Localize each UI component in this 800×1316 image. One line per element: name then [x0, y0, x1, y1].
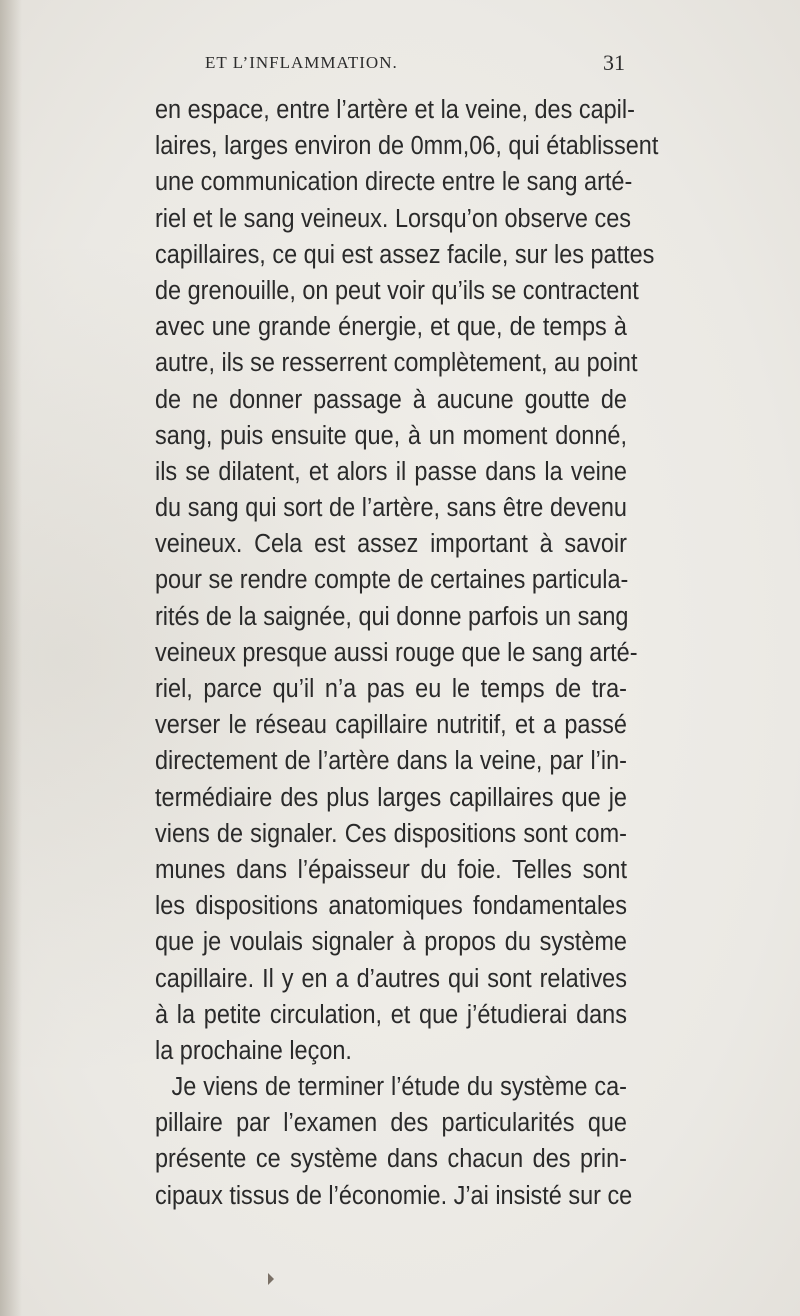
- binding-shadow: [0, 0, 22, 1316]
- text-line: pillaire par l’examen des particularités que: [155, 1109, 627, 1138]
- text-line: riel, parce qu’il n’a pas eu le temps de tra-: [155, 675, 627, 703]
- text-line: directement de l’artère dans la veine, par l’in-: [155, 747, 627, 776]
- print-speck: [268, 1273, 274, 1285]
- text-line: riel et le sang veineux. Lorsqu’on observe ces: [155, 204, 631, 233]
- page-number: 31: [603, 50, 625, 75]
- text-line: que je voulais signaler à propos du système: [155, 928, 627, 957]
- text-line: ils se dilatent, et alors il passe dans la veine: [155, 457, 627, 486]
- text-line: de ne donner passage à aucune goutte de: [155, 385, 627, 414]
- text-line: du sang qui sort de l’artère, sans être devenu: [155, 494, 627, 523]
- text-line: une communication directe entre le sang arté-: [155, 168, 633, 197]
- text-line: rités de la saignée, qui donne parfois un sang: [155, 602, 629, 631]
- text-line: présente ce système dans chacun des prin-: [155, 1145, 627, 1174]
- text-line: laires, larges environ de 0mm,06, qui établissent: [155, 132, 659, 161]
- text-line: capillaires, ce qui est assez facile, sur les pattes: [155, 240, 655, 269]
- text-line: viens de signaler. Ces dispositions sont com-: [155, 819, 627, 848]
- text-line: avec une grande énergie, et que, de temps à: [155, 313, 627, 342]
- running-title: ET L’INFLAMMATION.: [205, 53, 398, 72]
- running-head: [205, 50, 625, 77]
- text-line: munes dans l’épaisseur du foie. Telles sont: [155, 855, 627, 884]
- text-line: termédiaire des plus larges capillaires que je: [155, 783, 627, 812]
- text-line: pour se rendre compte de certaines particula-: [155, 566, 629, 595]
- text-line: capillaire. Il y en a d’autres qui sont relatives: [155, 964, 627, 993]
- paragraph-end-line: la prochaine leçon.: [155, 1036, 352, 1065]
- text-line: verser le réseau capillaire nutritif, et a passé: [155, 711, 627, 740]
- text-line: veineux presque aussi rouge que le sang arté-: [155, 638, 638, 667]
- text-line: à la petite circulation, et que j’étudierai dans: [155, 1000, 627, 1029]
- text-line: veineux. Cela est assez important à savoir: [155, 530, 627, 559]
- text-line: sang, puis ensuite que, à un moment donné,: [155, 421, 627, 450]
- text-line: cipaux tissus de l’économie. J’ai insisté sur ce: [155, 1181, 633, 1210]
- text-line: autre, ils se resserrent complètement, au point: [155, 349, 638, 378]
- text-line: en espace, entre l’artère et la veine, des capil-: [155, 96, 635, 124]
- text-line: de grenouille, on peut voir qu’ils se contractent: [155, 276, 639, 305]
- body-text: [155, 92, 659, 1214]
- text-line: les dispositions anatomiques fondamentales: [155, 892, 627, 921]
- paragraph-start-line: Je viens de terminer l’étude du système ca-: [171, 1073, 627, 1102]
